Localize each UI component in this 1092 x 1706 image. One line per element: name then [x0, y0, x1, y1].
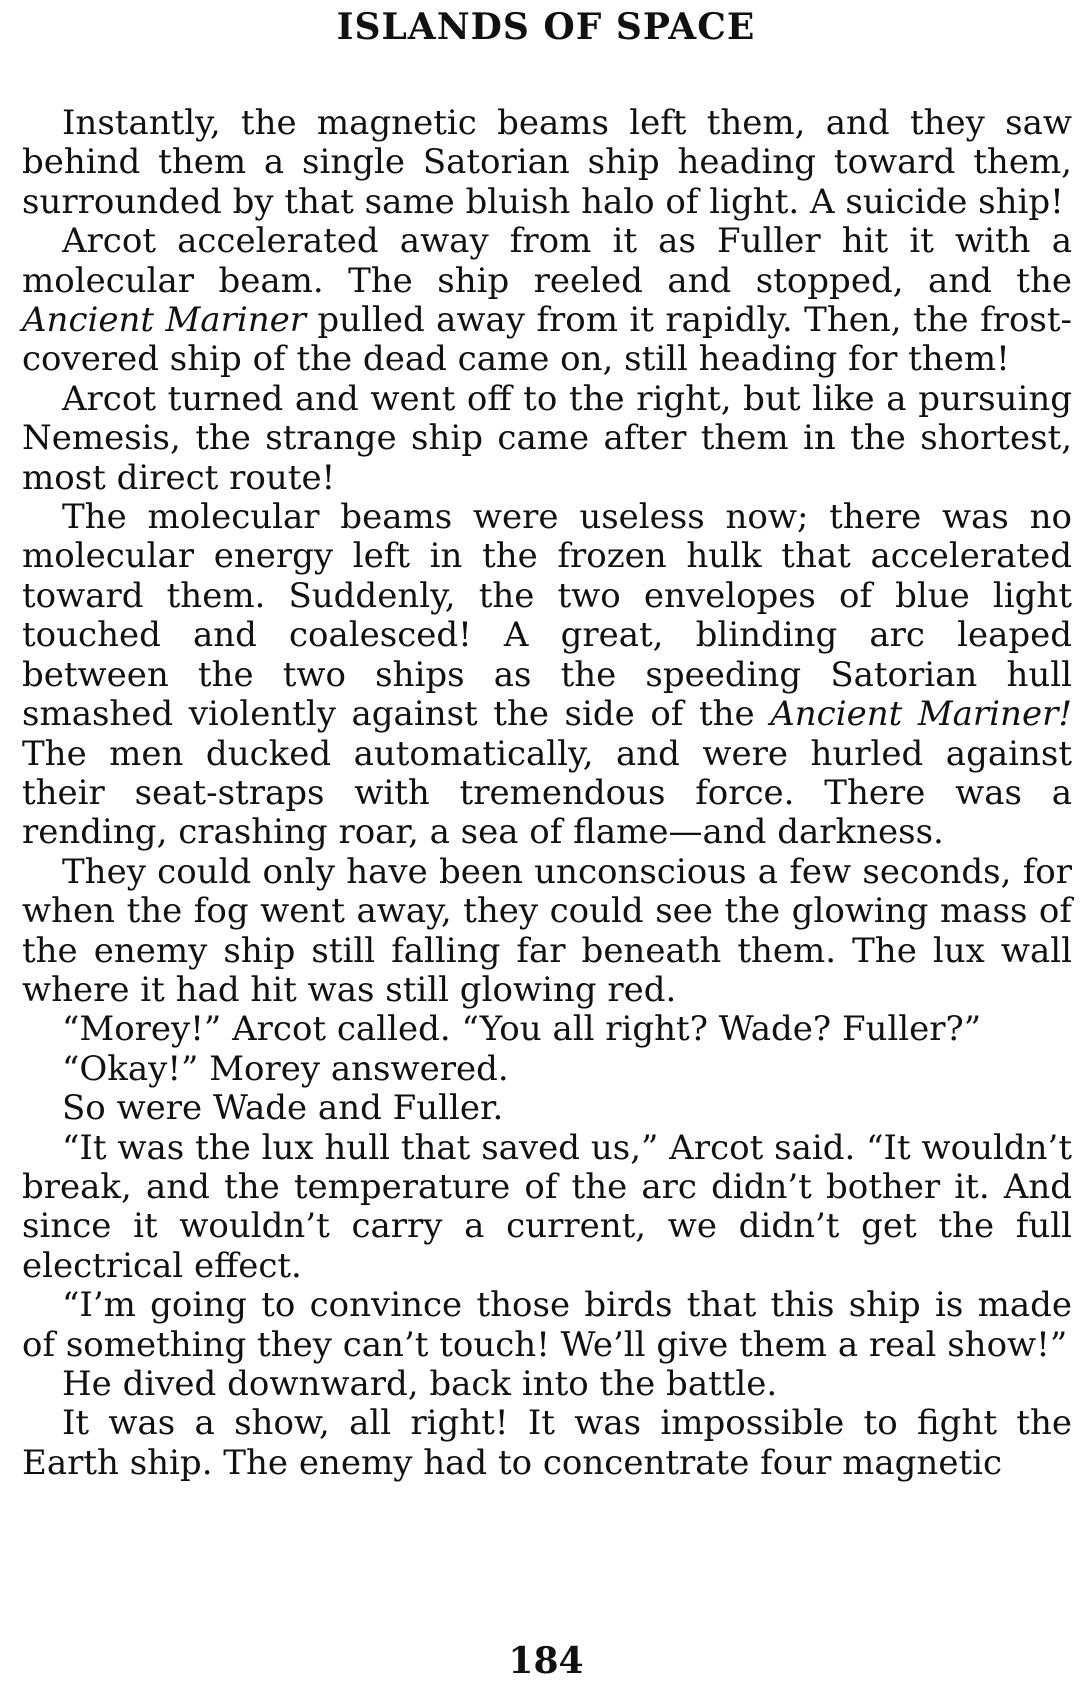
ship-name-italic: Ancient Mariner: [22, 300, 306, 341]
text-run: They could only have been unconscious a few seconds, for when the fog went away, they could see the glowing mass of the enemy ship still falling far beneath them. The lux wall where it had hit was still glowing red.: [22, 851, 1072, 1010]
paragraph: [22, 1050, 1072, 1089]
paragraph: [22, 1404, 1072, 1483]
text-run: So were Wade and Fuller.: [62, 1088, 504, 1129]
text-run: Arcot accelerated away from it as Fuller hit it with a molecular beam. The ship reeled and stopped, and the: [22, 221, 1072, 301]
page-number: 184: [508, 1640, 584, 1682]
text-run: “I’m going to convince those birds that this ship is made of something they can’t touch! We’ll give them a real show!”: [22, 1285, 1072, 1365]
text-run: “Morey!” Arcot called. “You all right? Wade? Fuller?”: [62, 1009, 982, 1050]
text-run: pulled away from it rapidly. Then, the frost-covered ship of the dead came on, still heading for them!: [22, 300, 1073, 380]
text-run: Instantly, the magnetic beams left them, and they saw behind them a single Satorian ship heading toward them, surrounded by that same bluish halo of light. A suicide ship!: [22, 103, 1072, 222]
paragraph: [22, 104, 1072, 222]
text-run: It was a show, all right! It was impossible to fight the Earth ship. The enemy had to concentrate four magnetic: [22, 1403, 1072, 1483]
paragraph: [22, 498, 1072, 853]
paragraph: [22, 1089, 1072, 1128]
body-text: [22, 104, 1072, 1483]
paragraph: [22, 222, 1072, 380]
running-header: ISLANDS OF SPACE: [336, 6, 756, 48]
paragraph: [22, 853, 1072, 1011]
paragraph: [22, 1010, 1072, 1049]
ship-name-italic: Ancient Mariner!: [770, 694, 1072, 735]
text-run: Arcot turned and went off to the right, but like a pursuing Nemesis, the strange ship came after them in the shortest, most direct route!: [22, 378, 1072, 498]
paragraph: [22, 1365, 1072, 1404]
paragraph: [22, 380, 1072, 498]
text-run: The molecular beams were useless now; there was no molecular energy left in the frozen hulk that accelerated toward them. Suddenly, the two envelopes of blue light touched and coalesced! A great, blinding arc leaped between the two ships as the speeding Satorian hull smashed violently against the side of the: [22, 497, 1072, 735]
text-run: He dived downward, back into the battle.: [62, 1364, 778, 1404]
paragraph: [22, 1129, 1072, 1287]
text-run: “It was the lux hull that saved us,” Arcot said. “It wouldn’t break, and the temperature of the arc didn’t bother it. And since it wouldn’t carry a current, we didn’t get the full electrical effect.: [22, 1127, 1072, 1286]
text-run: “Okay!” Morey answered.: [62, 1048, 509, 1089]
paragraph: [22, 1286, 1072, 1365]
text-run: The men ducked automatically, and were hurled against their seat-straps with tremendous force. There was a rending, crashing roar, a sea of flame—and darkness.: [22, 733, 1072, 853]
